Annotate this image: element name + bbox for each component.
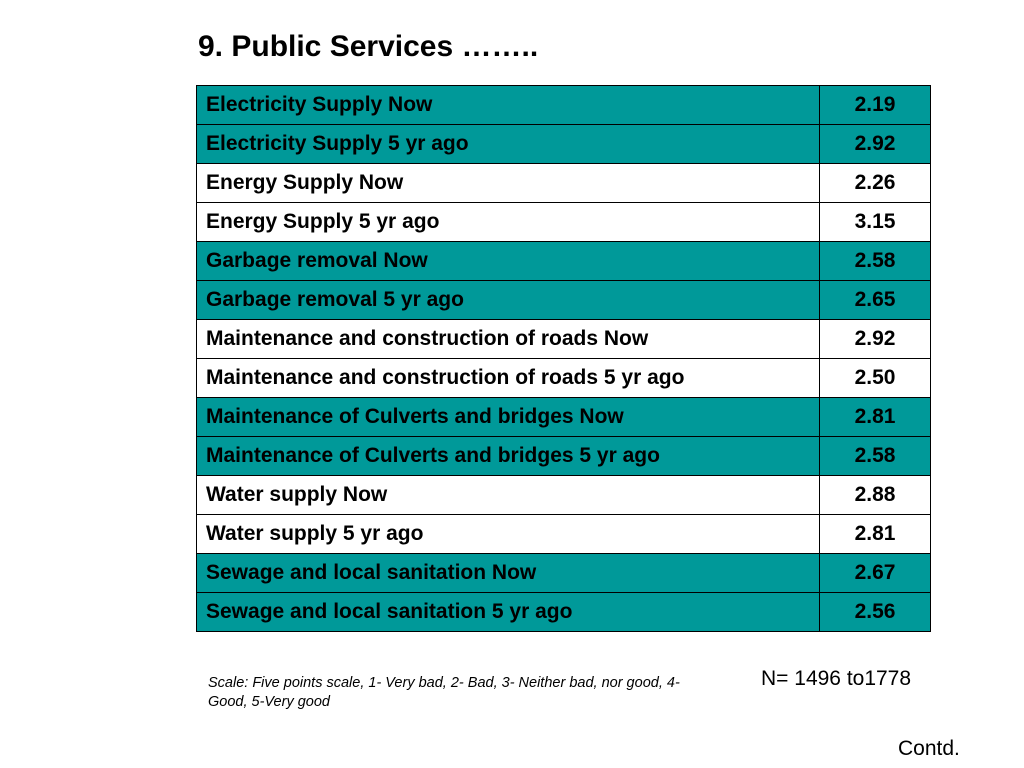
public-services-table	[196, 85, 931, 632]
table-row	[197, 515, 931, 554]
slide-title: 9. Public Services ……..	[198, 30, 539, 63]
table-body	[197, 86, 931, 632]
table-row	[197, 86, 931, 125]
row-value: 2.50	[820, 359, 931, 398]
row-label: Garbage removal 5 yr ago	[197, 281, 820, 320]
table-row	[197, 320, 931, 359]
row-value: 2.19	[820, 86, 931, 125]
table-row	[197, 164, 931, 203]
table-row	[197, 359, 931, 398]
row-value: 3.15	[820, 203, 931, 242]
sample-size-note: N= 1496 to1778	[761, 667, 912, 690]
row-label: Electricity Supply 5 yr ago	[197, 125, 820, 164]
row-value: 2.81	[820, 398, 931, 437]
row-value: 2.81	[820, 515, 931, 554]
row-value: 2.56	[820, 593, 931, 632]
row-label: Water supply Now	[197, 476, 820, 515]
row-label: Electricity Supply Now	[197, 86, 820, 125]
table-row	[197, 242, 931, 281]
table-row	[197, 398, 931, 437]
row-label: Maintenance and construction of roads Now	[197, 320, 820, 359]
row-value: 2.92	[820, 320, 931, 359]
row-value: 2.67	[820, 554, 931, 593]
row-label: Maintenance of Culverts and bridges Now	[197, 398, 820, 437]
row-value: 2.58	[820, 242, 931, 281]
row-label: Sewage and local sanitation 5 yr ago	[197, 593, 820, 632]
table-row	[197, 593, 931, 632]
row-label: Maintenance of Culverts and bridges 5 yr ago	[197, 437, 820, 476]
table-row	[197, 203, 931, 242]
continued-label: Contd.	[898, 737, 960, 760]
scale-note: Scale: Five points scale, 1- Very bad, 2- Bad, 3- Neither bad, nor good, 4- Good, 5-Very good	[208, 675, 680, 710]
row-label: Sewage and local sanitation Now	[197, 554, 820, 593]
row-value: 2.65	[820, 281, 931, 320]
row-value: 2.26	[820, 164, 931, 203]
row-label: Garbage removal Now	[197, 242, 820, 281]
table-row	[197, 281, 931, 320]
row-label: Energy Supply 5 yr ago	[197, 203, 820, 242]
table-row	[197, 476, 931, 515]
table-row	[197, 554, 931, 593]
row-value: 2.92	[820, 125, 931, 164]
row-label: Water supply 5 yr ago	[197, 515, 820, 554]
row-value: 2.88	[820, 476, 931, 515]
table-row	[197, 437, 931, 476]
row-label: Energy Supply Now	[197, 164, 820, 203]
row-value: 2.58	[820, 437, 931, 476]
row-label: Maintenance and construction of roads 5 yr ago	[197, 359, 820, 398]
table-row	[197, 125, 931, 164]
